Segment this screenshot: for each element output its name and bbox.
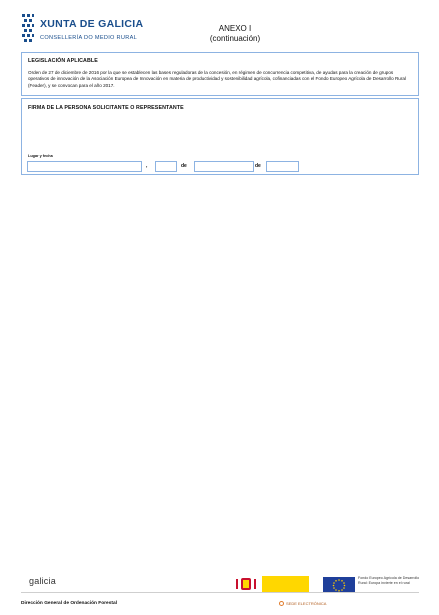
legislation-section bbox=[21, 52, 419, 96]
ministry-banner bbox=[262, 576, 309, 592]
annex-title: ANEXO I bbox=[218, 24, 252, 33]
xunta-shield-icon bbox=[21, 13, 35, 43]
ministry-logo bbox=[233, 576, 309, 592]
comma-separator: , bbox=[146, 163, 148, 169]
de-separator-2: de bbox=[255, 163, 261, 169]
sede-label: SEDE ELECTRÓNICA bbox=[286, 601, 327, 606]
de-separator-1: de bbox=[181, 163, 187, 169]
year-field[interactable] bbox=[266, 161, 299, 172]
signature-title: FIRMA DE LA PERSONA SOLICITANTE O REPRESENTANTE bbox=[28, 105, 184, 111]
place-date-label: Lugar y fecha bbox=[28, 154, 53, 158]
legislation-title: LEGISLACIÓN APLICABLE bbox=[28, 58, 98, 64]
department-name: CONSELLERÍA DO MEDIO RURAL bbox=[40, 35, 138, 41]
annex-subtitle: (continuación) bbox=[209, 34, 261, 43]
day-field[interactable] bbox=[155, 161, 177, 172]
sede-electronica-link[interactable] bbox=[279, 601, 326, 606]
footer-divider bbox=[21, 592, 419, 593]
galicia-logo: galicia bbox=[29, 576, 56, 586]
place-field[interactable] bbox=[27, 161, 142, 172]
xunta-logo bbox=[21, 11, 161, 47]
month-field[interactable] bbox=[194, 161, 254, 172]
spain-crest-icon bbox=[233, 576, 260, 592]
signature-section bbox=[21, 98, 419, 175]
org-name: XUNTA DE GALICIA bbox=[40, 18, 144, 30]
eu-fund-text: Fondo Europeo Agrícola de Desarrollo Rural: Europa invierte en el rural bbox=[358, 576, 420, 585]
eu-flag-icon bbox=[323, 577, 355, 593]
legislation-text: Orden de 27 de diciembre de 2016 por la que se establecen las bases reguladoras de la concesión, en régimen de concurrencia competitiva, de ayudas para la creación de grupos operativos de innovación de la Asociación Europea de Innovación en materia de productividad y sostenibilidad agrícola, cofinanciadas con el Fondo Europeo Agrícola de Desarrollo Rural (Feader), y se convocan para el año 2017. bbox=[28, 70, 406, 88]
sede-icon bbox=[279, 601, 284, 606]
footer-department: Dirección General de Ordenación Forestal bbox=[21, 601, 117, 606]
